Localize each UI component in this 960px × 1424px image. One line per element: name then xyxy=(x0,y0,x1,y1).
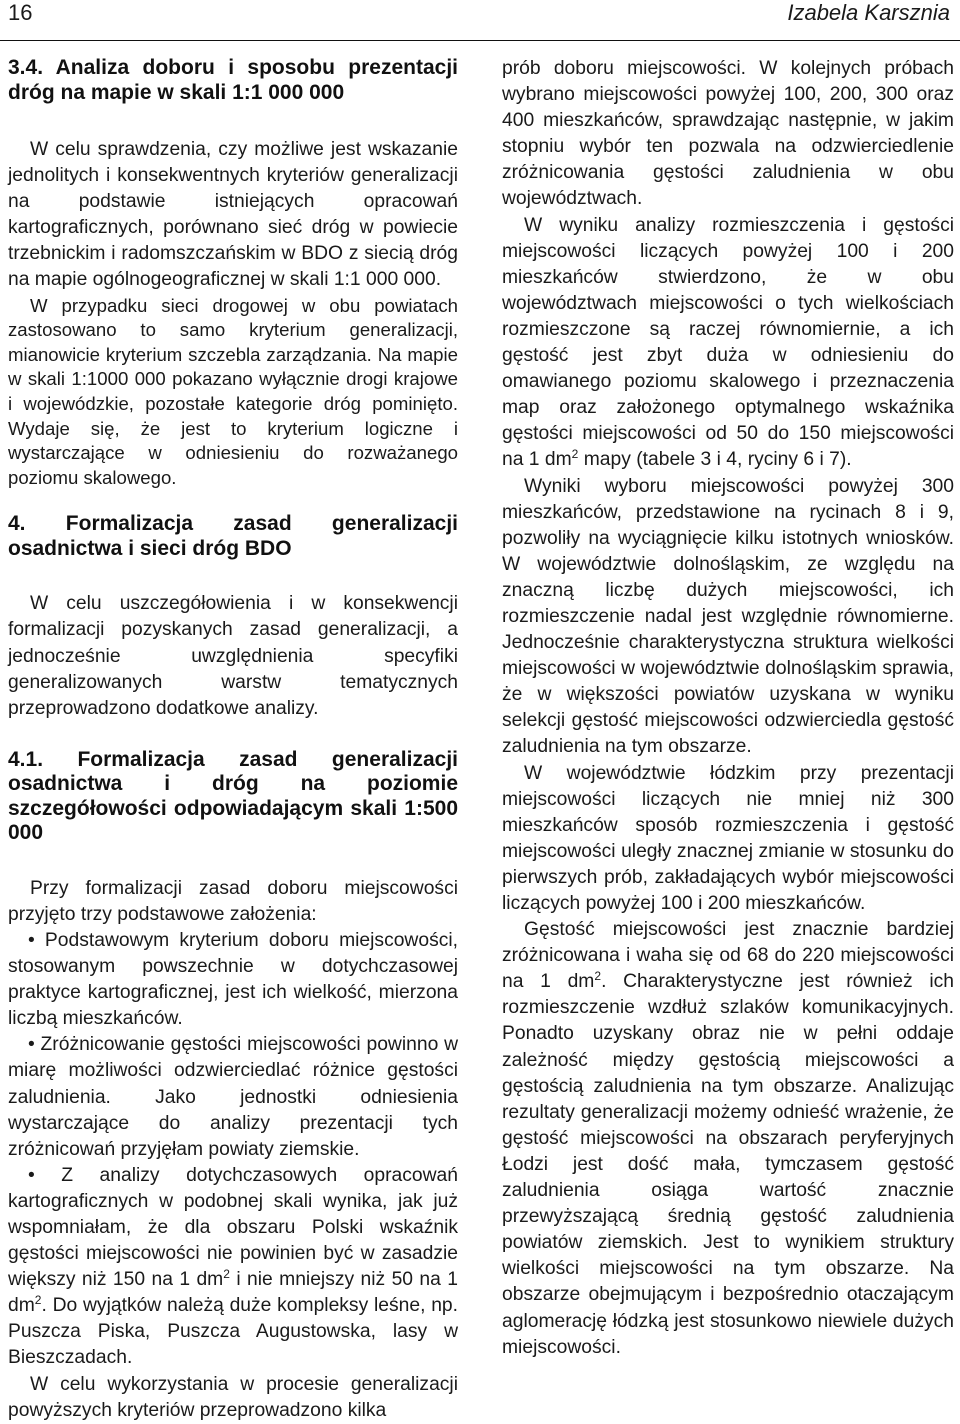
paragraph-text: W wyniku analizy rozmieszczenia i gęstości miejscowości liczących powyżej 100 i 200 mieszkańców stwierdzono, że w obu województwach miejscowości o tych wielkościach rozmieszczone są raczej równomiernie, a ich gęstość jest zbyt duża w odniesieniu do omawianego poziomu skalowego i przeznaczenia map oraz założonego optymalnego wskaźnika gęstości miejscowości od 50 do 150 miejscowości na 1 dm xyxy=(502,214,954,471)
bullet-text: . Do wyjątków należą duże kompleksy leśne, np. Puszcza Piska, Puszcza Augustowska, lasy w Bieszczadach. xyxy=(8,1295,458,1369)
paragraph: W celu sprawdzenia, czy możliwe jest wskazanie jednolitych i konsekwentnych kryteriów generalizacji na podstawie istniejących opracowań kartograficznych, porównano sieć dróg w powiecie trzebnickim i radomszczańskim w BDO z siecią dróg na mapie ogólnogeograficznej w skali 1:1 000 000. xyxy=(8,139,458,291)
paragraph: prób doboru miejscowości. W kolejnych próbach wybrano miejscowości powyżej 100, 200, 300 oraz 400 mieszkańców, sprawdzając następnie, w jakim stopniu wybór ten pozwala na odzwierciedlenie zróżnicowania gęstości zaludnienia w obu województwach. xyxy=(502,58,954,210)
paragraph: Wyniki wyboru miejscowości powyżej 300 mieszkańców, przedstawione na rycinach 8 i 9, pozwoliły na wyciągnięcie kilku istotnych wniosków. W województwie dolnośląskim, ze względu na znaczną liczbę dużych miejscowości, ich rozmieszczenie nadal jest względnie równomierne. Jednocześnie charakterystyczna struktura wielkości miejscowości w województwie dolnośląskim sprawia, że w większości powiatów uzyskana w wyniku selekcji gęstość miejscowości odzwierciedla gęstość zaludnienia na tym obszarze. xyxy=(502,475,954,758)
superscript: 2 xyxy=(594,969,602,984)
superscript: 2 xyxy=(223,1267,230,1282)
bullet-text: i nie mniejszy niż 50 na 1 dm xyxy=(8,1269,458,1317)
section-heading-3-4: 3.4. Analiza doboru i sposobu prezentacji dróg na mapie w skali 1:1 000 000 xyxy=(8,56,458,104)
paragraph-text: mapy (tabele 3 i 4, ryciny 6 i 7). xyxy=(578,449,852,471)
right-column xyxy=(502,56,954,1361)
left-column xyxy=(8,56,458,1424)
section-heading-4: 4. Formalizacja zasad generalizacji osadnictwa i sieci dróg BDO xyxy=(8,512,458,560)
paragraph: Przy formalizacji zasad doboru miejscowości przyjęto trzy podstawowe założenia: xyxy=(8,877,458,925)
paragraph: W celu uszczegółowienia i w konsekwencji formalizacji pozyskanych zasad generalizacji, a jednocześnie uwzględnienia specyfiki generalizowanych warstw tematycznych przeprowadzono dodatkowe analizy. xyxy=(8,593,458,719)
paragraph: W przypadku sieci drogowej w obu powiatach zastosowano to samo kryterium generalizacji, mianowicie kryterium szczebla zarządzania. Na mapie w skali 1:1000 000 pokazano wyłącznie drogi krajowe i wojewódzkie, pozostałe kategorie dróg pominięto. Wydaje się, że jest to kryterium logiczne i wystarczające w odniesieniu do rozważanego poziomu skalowego. xyxy=(8,294,458,488)
running-header xyxy=(0,0,960,41)
page-number: 16 xyxy=(8,0,33,25)
section-heading-4-1: 4.1. Formalizacja zasad generalizacji osadnictwa i dróg na poziomie szczegółowości odpowiadającym skali 1:500 000 xyxy=(8,747,458,845)
paragraph-text: . Charakterystyczne jest również ich rozmieszczenie wzdłuż szlaków komunikacyjnych. Ponadto uzyskany obraz nie w pełni oddaje zależność między gęstością miejscowości a gęstością zaludnienia na tym obszarze. Analizując rezultaty generalizacji możemy odnieść wrażenie, że gęstość miejscowości na obszarach peryferyjnych Łodzi jest dość mała, tymczasem gęstość zaludnienia osiąga wartość znacznie przewyższającą średnią gęstość zaludnienia powiatów ziemskich. Jest to wynikiem struktury wielkości miejscowości na tym obszarze. Na obszarze obejmującym i bezpośrednio otaczającym aglomerację łódzką jest stosunkowo niewiele dużych miejscowości. xyxy=(502,971,954,1358)
bullet-text: • Z analizy dotychczasowych opracowań kartograficznych w podobnej skali wynika, jak już wspomniałam, że dla obszaru Polski wskaźnik gęstości miejscowości nie powinien być w zasadzie większy niż 150 na 1 dm xyxy=(8,1164,458,1291)
superscript: 2 xyxy=(34,1293,42,1308)
paragraph xyxy=(502,917,954,1361)
bullet-item: • Zróżnicowanie gęstości miejscowości powinno w miarę możliwości odzwierciedlać różnice gęstości zaludnienia. Jako jednostki odniesienia wystarczające do analizy prezentacji tych zróżnicowań przyjęłam powiaty ziemskie. xyxy=(8,1034,458,1160)
running-author: Izabela Karsznia xyxy=(787,0,950,25)
bullet-item: • Podstawowym kryterium doboru miejscowości, stosowanym powszechnie w dotychczasowej praktyce kartograficznej, jest ich wielkość, mierzona liczbą mieszkańców. xyxy=(8,929,458,1030)
paragraph: W celu wykorzystania w procesie generalizacji powyższych kryteriów przeprowadzono kilka xyxy=(8,1373,458,1421)
superscript: 2 xyxy=(571,447,579,462)
paragraph xyxy=(502,213,954,474)
paragraph: W województwie łódzkim przy prezentacji miejscowości liczących nie mniej niż 300 mieszkańców sposób rozmieszczenia i gęstość miejscowości uległy znacznej zmianie w stosunku do pierwszych prób, zakładających wybór miejscowości liczących powyżej 100 i 200 mieszkańców. xyxy=(502,762,954,914)
paragraph-text: Gęstość miejscowości jest znacznie bardziej zróżnicowana i waha się od 68 do 220 miejscowości na 1 dm xyxy=(502,919,954,993)
bullet-item xyxy=(8,1163,458,1372)
